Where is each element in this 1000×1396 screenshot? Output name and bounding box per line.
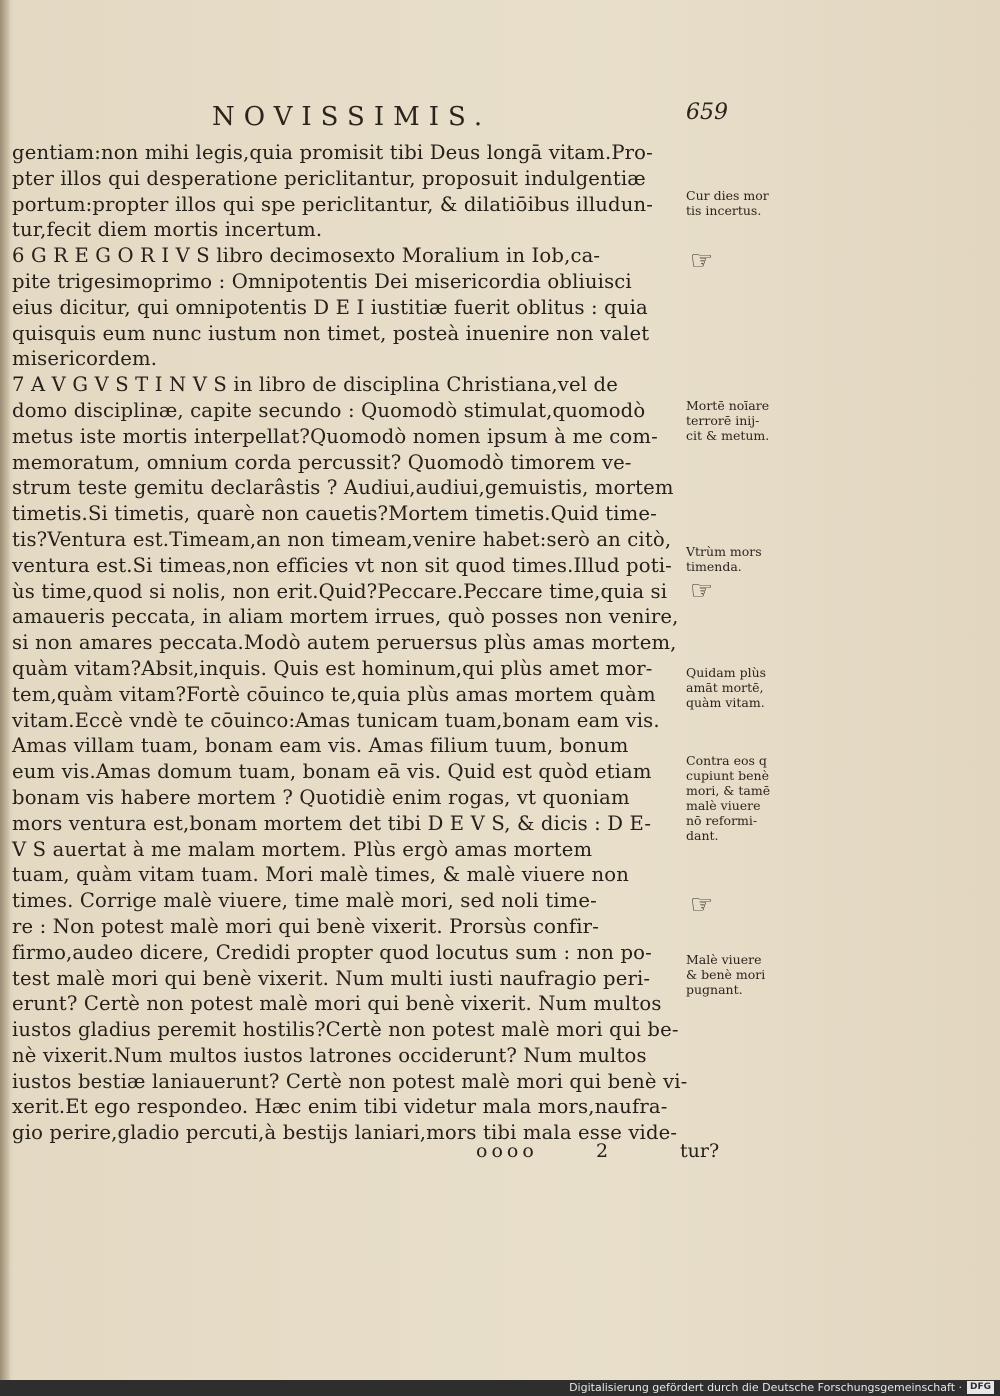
- page-gutter-shadow: [0, 0, 10, 1380]
- margin-note-line: nō reformi-: [686, 813, 758, 828]
- text-line: pite trigesimoprimo : Omnipotentis Dei misericordia obliuisci: [12, 269, 632, 293]
- text-line: pter illos qui desperatione periclitantur, proposuit indulgentiæ: [12, 166, 646, 190]
- text-line: V S auertat à me malam mortem. Plùs ergò amas mortem: [12, 837, 593, 861]
- text-line: ùs time,quod si nolis, non erit.Quid?Peccare.Peccare time,quia si: [12, 579, 668, 603]
- text-line: memoratum, omnium corda percussit? Quomodò timorem ve-: [12, 450, 632, 474]
- text-line: misericordem.: [12, 347, 158, 371]
- text-line: eius dicitur, qui omnipotentis D E I iustitiæ fuerit oblitus : quia: [12, 295, 648, 319]
- margin-note-line: & benè mori: [686, 967, 766, 982]
- text-line: firmo,audeo dicere, Credidi propter quod locutus sum : non po-: [12, 940, 652, 964]
- margin-note-line: amāt mortē,: [686, 680, 764, 695]
- margin-note-line: cupiunt benè: [686, 768, 769, 783]
- text-line: 6 G R E G O R I V S libro decimosexto Moralium in Iob,ca-: [12, 244, 601, 268]
- margin-note: [686, 753, 770, 843]
- text-line: ventura est.Si timeas,non efficies vt non sit quod times.Illud poti-: [12, 553, 672, 577]
- margin-note: [686, 544, 762, 574]
- margin-note-line: Mortē noīare: [686, 398, 770, 413]
- text-line: tuam, quàm vitam tuam. Mori malè times, & malè viuere non: [12, 863, 630, 887]
- page-header: [0, 100, 1000, 140]
- text-line: tis?Ventura est.Timeam,an non timeam,venire habet:serò an citò,: [12, 527, 672, 551]
- margin-note-line: Vtrùm mors: [686, 544, 762, 559]
- text-line: domo disciplinæ, capite secundo : Quomodò stimulat,quomodò: [12, 398, 646, 422]
- text-line: times. Corrige malè viuere, time malè mori, sed noli time-: [12, 889, 597, 913]
- text-line: amaueris peccata, in aliam mortem irrues, quò posses non venire,: [12, 605, 679, 629]
- dfg-logo: DFG: [967, 1381, 994, 1394]
- margin-note-line: timenda.: [686, 559, 742, 574]
- text-line: quàm vitam?Absit,inquis. Quis est hominum,qui plùs amet mor-: [12, 656, 653, 680]
- manicule-icon: ☞: [690, 576, 714, 606]
- running-title: NOVISSIMIS.: [212, 102, 492, 132]
- margin-note-line: quàm vitam.: [686, 695, 765, 710]
- margin-note-line: pugnant.: [686, 982, 743, 997]
- credit-text: Digitalisierung gefördert durch die Deutsche Forschungsgemeinschaft ·: [569, 1381, 962, 1394]
- text-line: strum teste gemitu declarâstis ? Audiui,audiui,gemuistis, mortem: [12, 476, 674, 500]
- text-line: nè vixerit.Num multos iustos latrones occiderunt? Num multos: [12, 1043, 647, 1067]
- margin-note: [686, 952, 765, 997]
- text-line: quisquis eum nunc iustum non timet, posteà inuenire non valet: [12, 321, 650, 345]
- signature-mark: oooo: [476, 1140, 538, 1162]
- text-line: timetis.Si timetis, quarè non cauetis?Mortem timetis.Quid time-: [12, 502, 657, 526]
- margin-note-line: tis incertus.: [686, 203, 762, 218]
- text-line: xerit.Et ego respondeo. Hæc enim tibi videtur mala mors,naufra-: [12, 1095, 668, 1119]
- page-number: 659: [686, 100, 728, 125]
- margin-note-line: dant.: [686, 828, 719, 843]
- margin-note: [686, 398, 769, 443]
- margin-note-line: mori, & tamē: [686, 783, 771, 798]
- text-line: metus iste mortis interpellat?Quomodò nomen ipsum à me com-: [12, 424, 658, 448]
- manicule-icon: ☞: [690, 246, 714, 276]
- text-line: gentiam:non mihi legis,quia promisit tibi Deus longā vitam.Pro-: [12, 141, 653, 164]
- text-line: mors ventura est,bonam mortem det tibi D E V S, & dicis : D E-: [12, 811, 652, 835]
- text-line: si non amares peccata.Modò autem peruersus plùs amas mortem,: [12, 631, 677, 655]
- margin-note-line: Cur dies mor: [686, 188, 769, 203]
- text-line: eum vis.Amas domum tuam, bonam eā vis. Quid est quòd etiam: [12, 760, 652, 784]
- margin-note-line: Quidam plùs: [686, 665, 767, 680]
- margin-note-line: malè viuere: [686, 798, 761, 813]
- margin-note-line: Malè viuere: [686, 952, 762, 967]
- text-line: Amas villam tuam, bonam eam vis. Amas filium tuum, bonum: [12, 734, 629, 758]
- margin-note-line: Contra eos q: [686, 753, 767, 768]
- margin-note: [686, 665, 766, 710]
- text-line: 7 A V G V S T I N V S in libro de disciplina Christiana,vel de: [12, 373, 618, 397]
- text-line: re : Non potest malè mori qui benè vixerit. Prorsùs confir-: [12, 914, 599, 938]
- margin-note: [686, 188, 769, 218]
- text-line: erunt? Certè non potest malè mori qui benè vixerit. Num multos: [12, 992, 662, 1016]
- page-footer: [0, 1140, 1000, 1170]
- text-line: iustos bestiæ laniauerunt? Certè non potest malè mori qui benè vi-: [12, 1069, 688, 1093]
- signature-number: 2: [596, 1140, 609, 1162]
- text-line: bonam vis habere mortem ? Quotidiè enim rogas, vt quoniam: [12, 785, 630, 809]
- catchword: tur?: [680, 1140, 720, 1162]
- text-line: iustos gladius peremit hostilis?Certè non potest malè mori qui be-: [12, 1018, 679, 1042]
- text-line: tem,quàm vitam?Fortè cōuinco te,quia plùs amas mortem quàm: [12, 682, 656, 706]
- text-line: gio perire,gladio percuti,à bestijs laniari,mors tibi mala esse vide-: [12, 1121, 678, 1145]
- text-line: vitam.Eccè vndè te cōuinco:Amas tunicam tuam,bonam eam vis.: [12, 708, 660, 732]
- text-line: test malè mori qui benè vixerit. Num multi iusti naufragio peri-: [12, 966, 651, 990]
- margin-note-line: cit & metum.: [686, 428, 770, 443]
- text-line: portum:propter illos qui spe periclitantur, & dilatiōibus illudun-: [12, 192, 654, 216]
- text-line: tur,fecit diem mortis incertum.: [12, 218, 323, 242]
- manicule-icon: ☞: [690, 890, 714, 920]
- main-text-block: [12, 140, 688, 1146]
- margin-note-line: terrorē inij-: [686, 413, 760, 428]
